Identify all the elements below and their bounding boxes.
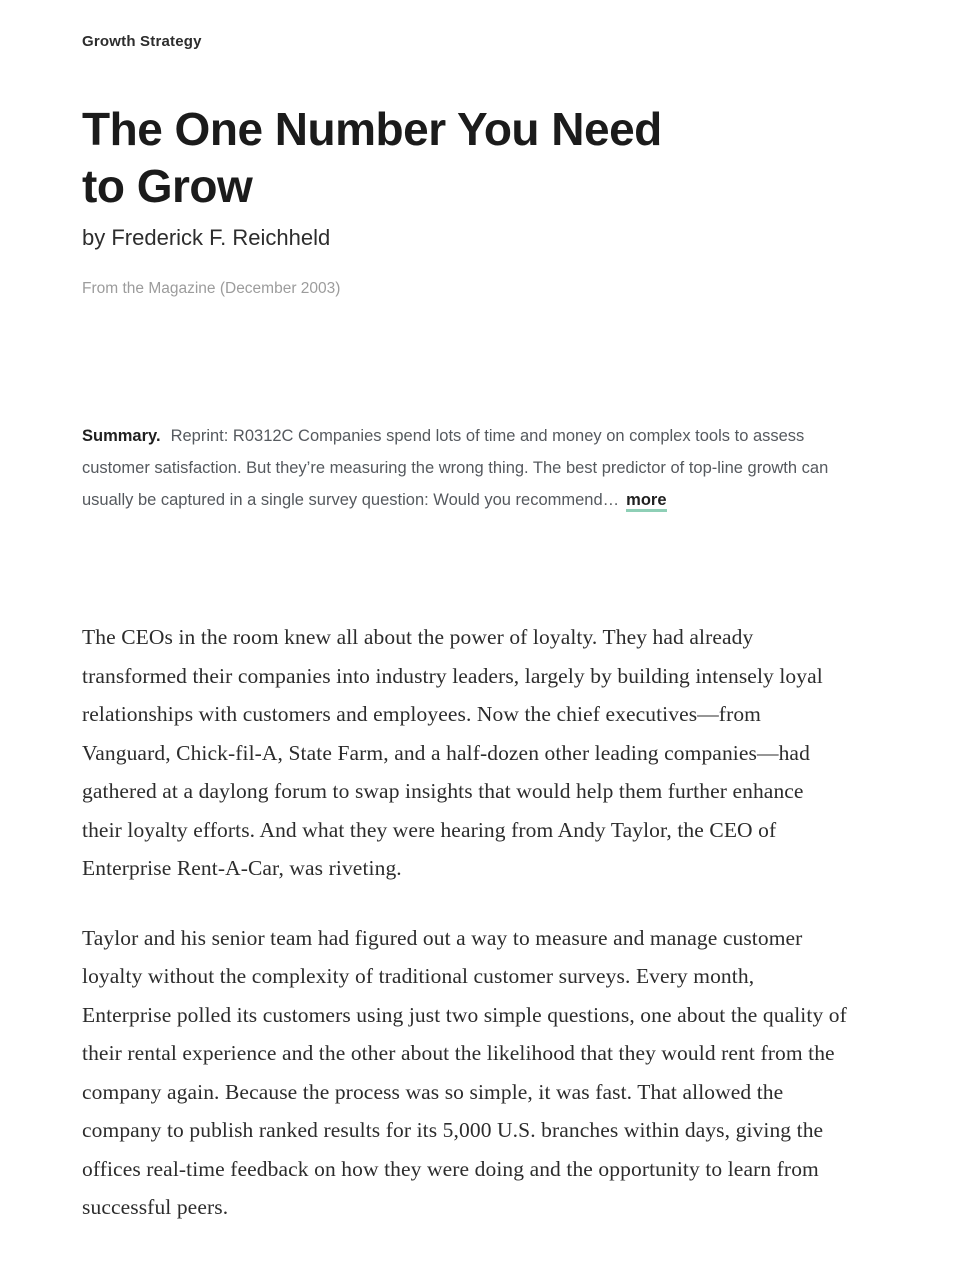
magazine-source: From the Magazine (December 2003) <box>82 280 341 297</box>
summary-section <box>82 420 854 516</box>
article-title <box>82 101 802 215</box>
category-link[interactable]: Growth Strategy <box>82 33 202 50</box>
article-byline: by Frederick F. Reichheld <box>82 225 331 250</box>
paragraph-1: The CEOs in the room knew all about the power of loyalty. They had already transformed their companies into industry leaders, largely by building intensely loyal relationships with customers and employees. Now the chief executives—from Vanguard, Chick-fil-A, State Farm, and a half-dozen other leading companies—had gathered at a daylong forum to swap insights that would help them further enhance their loyalty efforts. And what they were hearing from Andy Taylor, the CEO of Enterprise Rent-A-Car, was riveting. <box>82 625 823 880</box>
summary-label: Summary. <box>82 427 161 445</box>
article-body <box>82 618 878 1227</box>
article-title-line-1: The One Number You Need <box>82 103 662 155</box>
more-link[interactable]: more <box>626 491 666 512</box>
paragraph-2: Taylor and his senior team had figured out a way to measure and manage customer loyalty without the complexity of traditional customer surveys. Every month, Enterprise polled its customers using just two simple questions, one about the quality of their rental experience and the other about the likelihood that they would rent from the company again. Because the process was so simple, it was fast. That allowed the company to publish ranked results for its 5,000 U.S. branches within days, giving the offices real-time feedback on how they were doing and the opportunity to learn from successful peers. <box>82 925 847 1219</box>
article-title-line-2: to Grow <box>82 160 253 212</box>
summary-text: Reprint: R0312C Companies spend lots of time and money on complex tools to assess customer satisfaction. But they’re measuring the wrong thing. The best predictor of top-line growth can usually be captured in a single survey question: Would you recommend… <box>82 427 829 509</box>
